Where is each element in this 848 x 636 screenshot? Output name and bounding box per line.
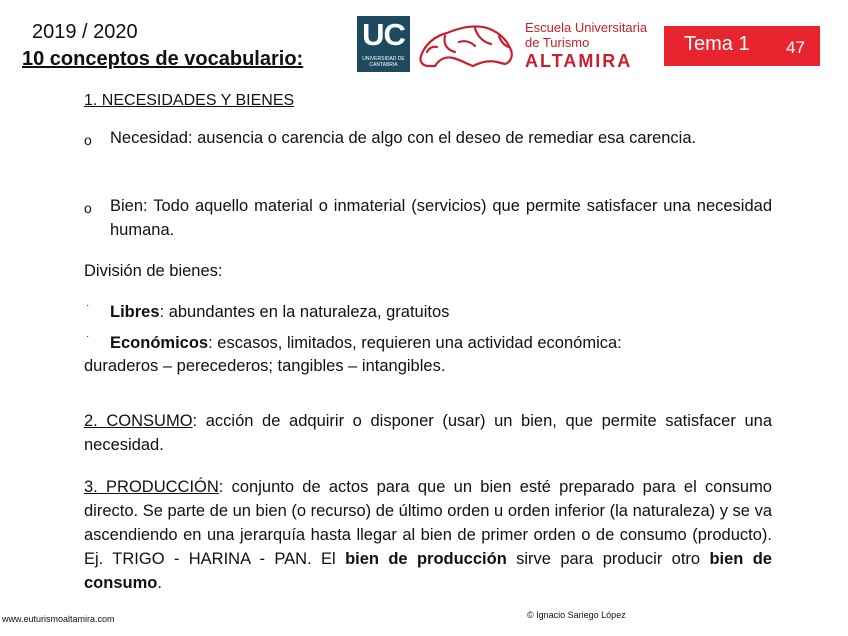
produccion-text-end: . <box>157 574 162 592</box>
bien-definition: Bien: Todo aquello material o inmaterial (servicios) que permite satisfacer una necesidad humana. <box>110 197 772 239</box>
bullet-dot-icon: · <box>86 300 90 311</box>
section2-heading: 2. CONSUMO <box>84 412 193 430</box>
tema-badge <box>664 26 820 66</box>
school-name-line2: de Turismo <box>525 35 590 50</box>
bison-logo-icon <box>415 16 521 72</box>
economicos-text: : escasos, limitados, requieren una actividad económica: <box>208 334 622 352</box>
bullet-icon: o <box>84 200 92 216</box>
bien-consumo-term: bien de consumo <box>84 550 772 592</box>
libres-text: : abundantes en la naturaleza, gratuitos <box>159 303 450 321</box>
footer-copyright: © Ignacio Sariego López <box>527 610 626 620</box>
produccion-text-mid: sirve para producir otro <box>506 550 710 568</box>
uc-logo-text: UC <box>362 17 405 52</box>
section3-heading: 3. PRODUCCIÓN <box>84 478 219 496</box>
libres-term: Libres <box>110 303 160 321</box>
consumo-text: : acción de adquirir o disponer (usar) un bien, que permite satisfacer una necesidad. <box>84 412 772 454</box>
slide-number: 47 <box>786 38 805 57</box>
footer-website: www.euturismoaltamira.com <box>2 614 115 624</box>
libres-item <box>110 300 449 324</box>
economicos-types: duraderos – perecederos; tangibles – intangibles. <box>84 357 446 375</box>
school-name-line1: Escuela Universitaria <box>525 20 648 35</box>
bullet-icon: o <box>84 132 92 148</box>
school-name-line3: ALTAMIRA <box>525 51 633 71</box>
bullet-dot-icon: · <box>86 331 90 342</box>
year-label: 2019 / 2020 <box>32 21 138 43</box>
produccion-text: : conjunto de actos para que un bien esté preparado para el consumo directo. Se parte de un bien (o recurso) de último orden u orden inferior (la naturaleza) y se va ascendiendo en una jerarquía hasta llegar al bien de primer orden o de consumo (producto). Ej. TRIGO - HARINA - PAN. El <box>84 478 772 568</box>
page-subtitle: 10 conceptos de vocabulario: <box>22 48 304 70</box>
tema-label: Tema 1 <box>684 33 750 55</box>
uc-logo-caption: UNIVERSIDAD DE CANTABRIA <box>362 56 405 68</box>
economicos-term: Económicos <box>110 334 209 352</box>
produccion-paragraph <box>84 475 772 595</box>
division-label: División de bienes: <box>84 262 223 280</box>
uc-logo <box>357 16 410 72</box>
section1-heading: 1. NECESIDADES Y BIENES <box>84 92 295 109</box>
necesidad-definition: Necesidad: ausencia o carencia de algo con el deseo de remediar esa carencia. <box>110 129 697 147</box>
bien-produccion-term: bien de producción <box>345 550 507 568</box>
consumo-paragraph <box>84 409 772 457</box>
economicos-item <box>110 331 622 355</box>
